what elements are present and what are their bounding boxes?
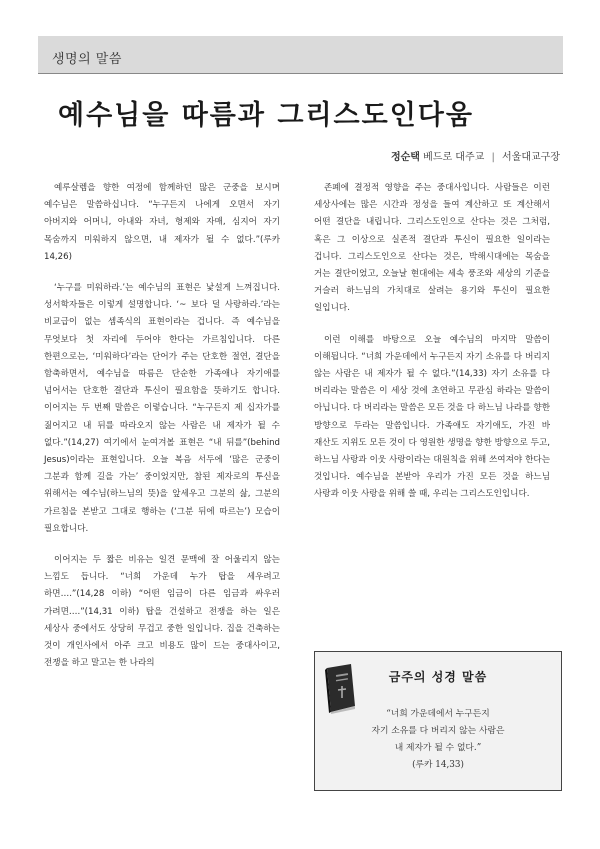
verse-line: “너희 가운데에서 누구든지 bbox=[386, 709, 490, 719]
paragraph: 존폐에 결정적 영향을 주는 중대사입니다. 사람들은 이런 세상사에는 많은 시간과 정성을 들여 계산하고 또 계산해서 어떤 결단을 내립니다. 그리스도인으로 산다는 것은 그처럼, 혹은 그 이상으로 실존적 결단과 투신이 필요한 일이라는 겁니다. 그리스도인으로 산다는 것은, 박해시대에는 목숨을 거는 결단이었고, 오늘날 현대에는 세속 풍조와 세상의 기준을 거슬러 하느님의 가치대로 살려는 용기와 투신이 필요한 일입니다. bbox=[314, 183, 550, 314]
paragraph: 이어지는 두 짧은 비유는 일견 문맥에 잘 어울리지 않는 느낌도 듭니다. “너희 가운데 누가 탑을 세우려고 하면….”(14,28 이하) “어떤 임금이 다른 임금과 싸우러 가려면….”(14,31 이하) 탑을 건설하고 전쟁을 하는 일은 세상사 중에서도 상당히 무겁고 중한 일입니다. 집을 건축하는 것이 개인사에서 아주 크고 비용도 많이 드는 중대사이고, 전쟁을 하고 말고는 한 나라의 bbox=[44, 555, 280, 669]
verse-line: 자기 소유를 다 버리지 않는 사람은 bbox=[371, 726, 505, 736]
right-column bbox=[314, 180, 550, 518]
author-role: 서울대교구장 bbox=[502, 152, 560, 163]
paragraph: 이런 이해를 바탕으로 오늘 예수님의 마지막 말씀이 이해됩니다. “너희 가운데에서 누구든지 자기 소유를 다 버리지 않는 사람은 내 제자가 될 수 없다.”(14,33) 자기 소유를 다 버리라는 말씀은 이 세상 것에 초연하고 무관심 하라는 말씀이 아닙니다. 다 버리라는 말씀은 모든 것을 다 하느님 나라를 향한 방향으로 두라는 말씀입니다. 가족애도 자기애도, 가진 바 재산도 지위도 모든 것이 다 영원한 생명을 향한 방향으로 두고, 하느님 사랑과 이웃 사랑이라는 대원칙을 위해 쓰여져야 한다는 것입니다. 예수님을 본받아 우리가 가진 모든 것을 하느님 사랑과 이웃 사랑을 위해 쓸 때, 우리는 그리스도인입니다. bbox=[314, 334, 550, 500]
section-label: 생명의 말씀 bbox=[52, 52, 122, 67]
verse-line: 내 제자가 될 수 없다.” bbox=[394, 743, 482, 753]
byline-separator: | bbox=[491, 152, 495, 163]
article-title: 예수님을 따름과 그리스도인다움 bbox=[58, 100, 474, 131]
verse-box-title: 금주의 성경 말씀 bbox=[388, 670, 488, 684]
paragraph: 예루살렘을 향한 여정에 함께하던 많은 군중을 보시며 예수님은 말씀하십니다. “누구든지 나에게 오면서 자기 아버지와 어머니, 아내와 자녀, 형제와 자매, 심지어 자기 목숨까지 미워하지 않으면, 내 제자가 될 수 없다.”(루카 14,26) bbox=[44, 183, 280, 262]
verse-citation: (루카 14,33) bbox=[412, 760, 464, 770]
author-name: 정순택 bbox=[390, 152, 420, 163]
weekly-verse-box bbox=[314, 651, 562, 791]
left-column bbox=[44, 180, 280, 686]
section-divider bbox=[38, 73, 563, 74]
paragraph: ‘누구를 미워하라.’는 예수님의 표현은 낯설게 느껴집니다. 성서학자들은 이렇게 설명합니다. ‘~ 보다 덜 사랑하라.’라는 비교급이 없는 셈족식의 표현이라는 겁니다. 즉 예수님을 무엇보다 첫 자리에 두어야 한다는 가르침입니다. 다른 한편으로는, ‘미워하다’라는 단어가 주는 단호한 절연, 결단을 함축하면서, 예수님을 따름은 단순한 가족애나 자기애를 넘어서는 단호한 결단과 투신이 필요함을 뜻하기도 합니다. 이어지는 두 번째 말씀은 이렇습니다. “누구든지 제 십자가를 짊어지고 내 뒤를 따라오지 않는 사람은 내 제자가 될 수 없다.”(14,27) 여기에서 눈여겨볼 표현은 “내 뒤를”(behind Jesus)이라는 표현입니다. 오늘 복음 서두에 ‘많은 군중이 그분과 함께 길을 가는’ 중이었지만, 참된 제자로의 투신을 위해서는 예수님(하느님의 뜻)을 앞세우고 그분의 삶, 그분의 가르침을 본받고 그대로 행하는 (‘그분 뒤에 따르는’) 모습이 필요합니다. bbox=[44, 283, 280, 534]
section-header bbox=[38, 36, 563, 73]
author-title: 베드로 대주교 bbox=[423, 152, 485, 163]
byline bbox=[391, 148, 560, 163]
verse-text bbox=[335, 706, 541, 774]
